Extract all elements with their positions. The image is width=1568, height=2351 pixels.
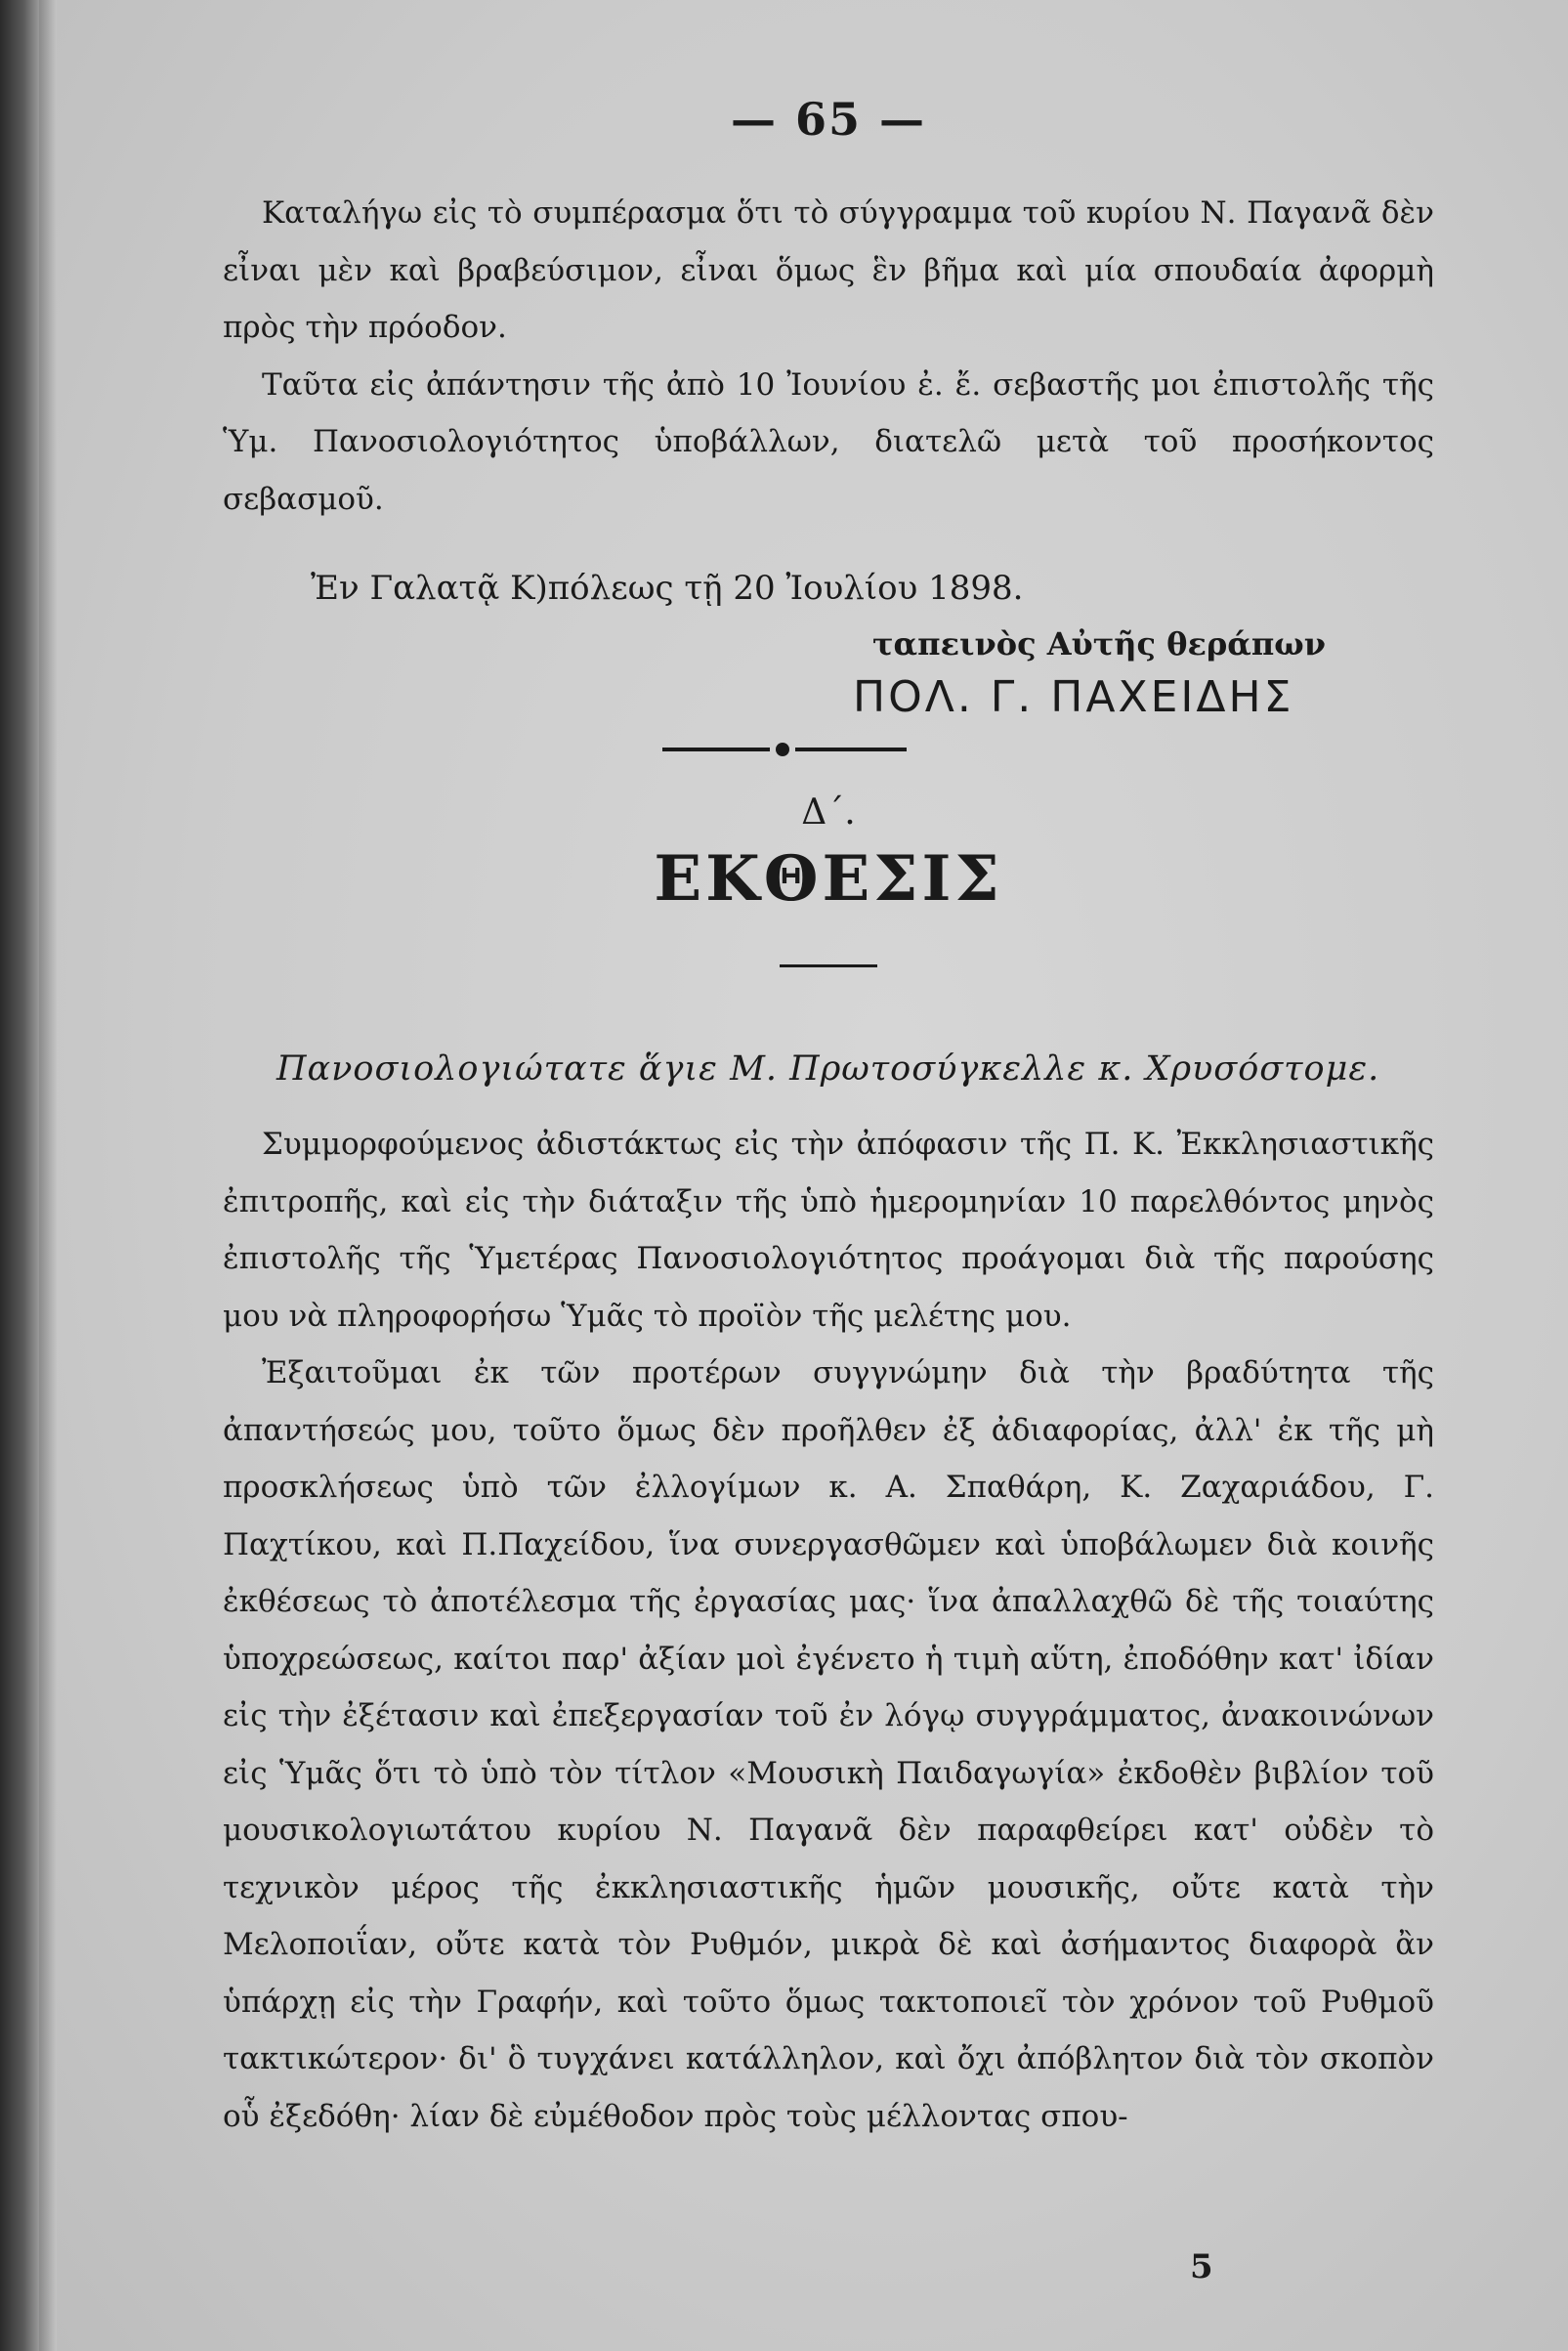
page-content bbox=[223, 93, 1434, 2145]
section-title: ΕΚΘΕΣΙΣ bbox=[654, 842, 1003, 916]
salutation: Πανοσιολογιώτατε ἅγιε Μ. Πρωτοσύγκελλε κ. Χρυσόστομε. bbox=[276, 1049, 1380, 1089]
closing-formula: ταπεινὸς Αὐτῆς θεράπων bbox=[872, 625, 1326, 663]
title-rule bbox=[780, 964, 877, 967]
paragraph-apology: Ἐξαιτοῦμαι ἐκ τῶν προτέρων συγγνώμην διὰ τὴν βραδύτητα τῆς ἀπαντήσεώς μου, τοῦτο ὅμως δὲν προῆλθεν ἐξ ἀδιαφορίας, ἀλλ' ἐκ τῆς μὴ προσκλήσεως ὑπὸ τῶν ἐλλογίμων κ. Α. Σπαθάρη, Κ. Ζαχαριάδου, Γ. Παχτίκου, καὶ Π.Παχείδου, ἵνα συνεργασθῶμεν καὶ ὑποβάλωμεν διὰ κοινῆς ἐκθέσεως τὸ ἀποτέλεσμα τῆς ἐργασίας μας· ἵνα ἀπαλλαχθῶ δὲ τῆς τοιαύτης ὑποχρεώσεως, καίτοι παρ' ἀξίαν μοὶ ἐγένετο ἡ τιμὴ αὕτη, ἐποδόθην κατ' ἰδίαν εἰς τὴν ἐξέτασιν καὶ ἐπεξεργασίαν τοῦ ἐν λόγῳ συγγράμματος, ἀνακοινώνων εἰς Ὑμᾶς ὅτι τὸ ὑπὸ τὸν τίτλον «Μουσικὴ Παιδαγωγία» ἐκδοθὲν βιβλίον τοῦ μουσικολογιωτάτου κυρίου Ν. Παγανᾶ δὲν παραφθείρει κατ' οὐδὲν τὸ τεχνικὸν μέρος τῆς ἐκκλησιαστικῆς ἡμῶν μουσικῆς, οὔτε κατὰ τὴν Μελοποιΐαν, οὔτε κατὰ τὸν Ρυθμόν, μικρὰ δὲ καὶ ἀσήμαντος διαφορὰ ἂν ὑπάρχῃ εἰς τὴν Γραφήν, καὶ τοῦτο ὅμως τακτοποιεῖ τὸν χρόνον τοῦ Ρυθμοῦ τακτικώτερον· δι' ὃ τυγχάνει κατάλληλον, καὶ ὄχι ἀπόβλητον διὰ τὸν σκοπὸν οὗ ἐξεδόθη· λίαν δὲ εὐμέθοδον πρὸς τοὺς μέλλοντας σπου- bbox=[223, 1355, 1434, 2134]
book-binding-shadow bbox=[0, 0, 39, 2351]
ornament-bar-left bbox=[662, 748, 770, 751]
section-letter: Δ΄. bbox=[801, 792, 856, 833]
page-gutter bbox=[39, 0, 57, 2351]
paragraph-compliance: Συμμορφούμενος ἀδιστάκτως εἰς τὴν ἀπόφασιν τῆς Π. Κ. Ἐκκλησιαστικῆς ἐπιτροπῆς, καὶ εἰς τὴν διάταξιν τῆς ὑπὸ ἡμερομηνίαν 10 παρελθόντος μηνὸς ἐπιστολῆς τῆς Ὑμετέρας Πανοσιολογιότητος προάγομαι διὰ τῆς παρούσης μου νὰ πληροφορήσω Ὑμᾶς τὸ προϊὸν τῆς μελέτης μου. bbox=[223, 1127, 1434, 1334]
ornament-dot bbox=[776, 743, 789, 756]
ornament-bar-right bbox=[795, 748, 907, 751]
book-page bbox=[57, 0, 1568, 2351]
page-number: — 65 — bbox=[730, 93, 927, 146]
signature-mark: 5 bbox=[1190, 2247, 1213, 2287]
date-line: Ἐν Γαλατᾷ Κ)πόλεως τῇ 20 Ἰουλίου 1898. bbox=[311, 569, 1024, 608]
paragraph-conclusion: Καταλήγω εἰς τὸ συμπέρασμα ὅτι τὸ σύγγραμμα τοῦ κυρίου Ν. Παγανᾶ δὲν εἶναι μὲν καὶ βραβεύσιμον, εἶναι ὅμως ἓν βῆμα καὶ μία σπουδαία ἀφορμὴ πρὸς τὴν πρόοδον. bbox=[223, 195, 1434, 345]
paragraph-reply: Ταῦτα εἰς ἀπάντησιν τῆς ἀπὸ 10 Ἰουνίου ἐ. ἔ. σεβαστῆς μοι ἐπιστολῆς τῆς Ὑμ. Πανοσιολογιότητος ὑποβάλλων, διατελῶ μετὰ τοῦ προσήκοντος σεβασμοῦ. bbox=[223, 366, 1434, 517]
ornament-divider bbox=[662, 740, 907, 759]
signature: ΠΟΛ. Γ. ΠΑΧΕΙΔΗΣ bbox=[853, 672, 1294, 722]
